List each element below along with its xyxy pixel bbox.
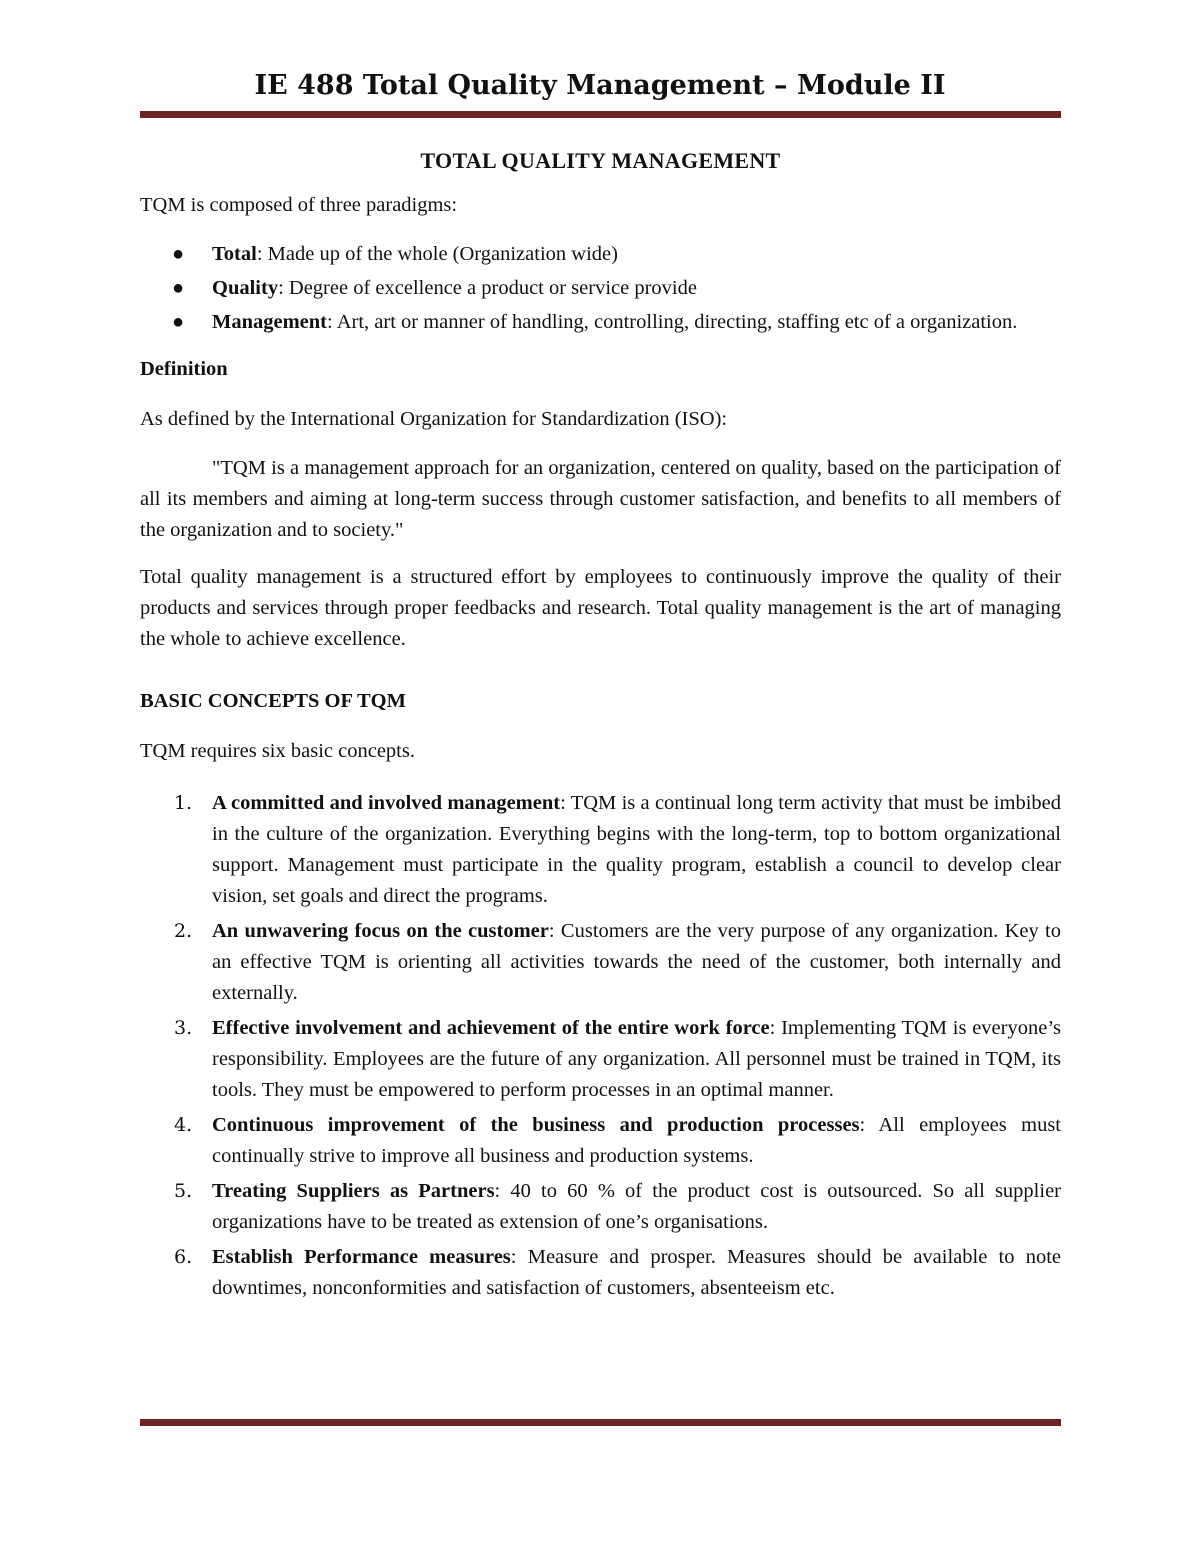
concept-text: : TQM is a continual long term activity that must be imbibed in the culture of the organization. Everything begins with the long-term, top to bottom organizational support. Management must participate in the quality program, establish a council to develop clear vision, set goals and direct the programs.: [212, 792, 1061, 907]
concept-term: Establish Performance measures: [212, 1246, 511, 1268]
basic-concepts-heading: BASIC CONCEPTS OF TQM: [140, 690, 406, 712]
paradigm-term: Quality: [212, 277, 279, 299]
item-number: 6.: [174, 1246, 193, 1268]
document-title: TOTAL QUALITY MANAGEMENT: [420, 148, 781, 173]
concept-text: : Implementing TQM is everyone’s responsibility. Employees are the future of any organization. All personnel must be trained in TQM, its tools. They must be empowered to perform processes in an optimal manner.: [212, 1017, 1061, 1101]
bullet-icon: ●: [172, 243, 185, 265]
list-item: [140, 239, 1061, 270]
paradigm-text: : Art, art or manner of handling, controlling, directing, staffing etc of a organization.: [327, 311, 1018, 333]
concept-term: Continuous improvement of the business and production processes: [212, 1114, 860, 1136]
concept-text: : All employees must continually strive to improve all business and production systems.: [212, 1114, 1062, 1167]
paradigm-term: Management: [212, 311, 328, 333]
item-number: 1.: [174, 792, 193, 814]
basic-concepts-intro: TQM requires six basic concepts.: [140, 740, 415, 762]
concept-text: : 40 to 60 % of the product cost is outsourced. So all supplier organizations have to be treated as extension of one’s organisations.: [212, 1180, 1061, 1233]
bullet-icon: ●: [172, 277, 185, 299]
concept-text: : Customers are the very purpose of any organization. Key to an effective TQM is orienting all activities towards the need of the customer, both internally and externally.: [212, 920, 1062, 1004]
paradigm-text: : Degree of excellence a product or service provide: [278, 277, 697, 299]
iso-intro: As defined by the International Organization for Standardization (ISO):: [140, 408, 728, 430]
document-body: [140, 145, 1061, 1308]
concept-term: An unwavering focus on the customer: [212, 920, 549, 942]
list-item: [140, 273, 1061, 304]
concept-term: A committed and involved management: [212, 792, 561, 814]
paradigm-term: Total: [212, 243, 257, 265]
list-item: [140, 1176, 1061, 1238]
paradigms-list: [140, 239, 1061, 338]
concept-text: : Measure and prosper. Measures should be available to note downtimes, nonconformities and satisfaction of customers, absenteeism etc.: [212, 1246, 1061, 1299]
list-item: [140, 1013, 1061, 1106]
list-item: [140, 788, 1061, 912]
tqm-summary: Total quality management is a structured effort by employees to continuously improve the quality of their products and services through proper feedbacks and research. Total quality management is the art of managing the whole to achieve excellence.: [140, 566, 1061, 650]
iso-quote: "TQM is a management approach for an organization, centered on quality, based on the participation of all its members and aiming at long-term success through customer satisfaction, and benefits to all members of the organization and to society.": [140, 457, 1061, 541]
concept-term: Effective involvement and achievement of the entire work force: [212, 1017, 770, 1039]
footer-divider: [140, 1419, 1061, 1426]
list-item: [140, 916, 1061, 1009]
list-item: [140, 1110, 1061, 1172]
concepts-list: [140, 788, 1061, 1304]
page-header-title: IE 488 Total Quality Management – Module II: [254, 70, 946, 101]
list-item: [140, 1242, 1061, 1304]
list-item: [140, 307, 1061, 338]
item-number: 3.: [174, 1017, 193, 1039]
header-divider: [140, 111, 1061, 118]
definition-heading: Definition: [140, 358, 228, 380]
concept-term: Treating Suppliers as Partners: [212, 1180, 495, 1202]
paradigms-intro: TQM is composed of three paradigms:: [140, 194, 458, 216]
item-number: 2.: [174, 920, 193, 942]
paradigm-text: : Made up of the whole (Organization wide): [256, 243, 618, 265]
item-number: 4.: [174, 1114, 193, 1136]
bullet-icon: ●: [172, 311, 185, 333]
item-number: 5.: [174, 1180, 193, 1202]
